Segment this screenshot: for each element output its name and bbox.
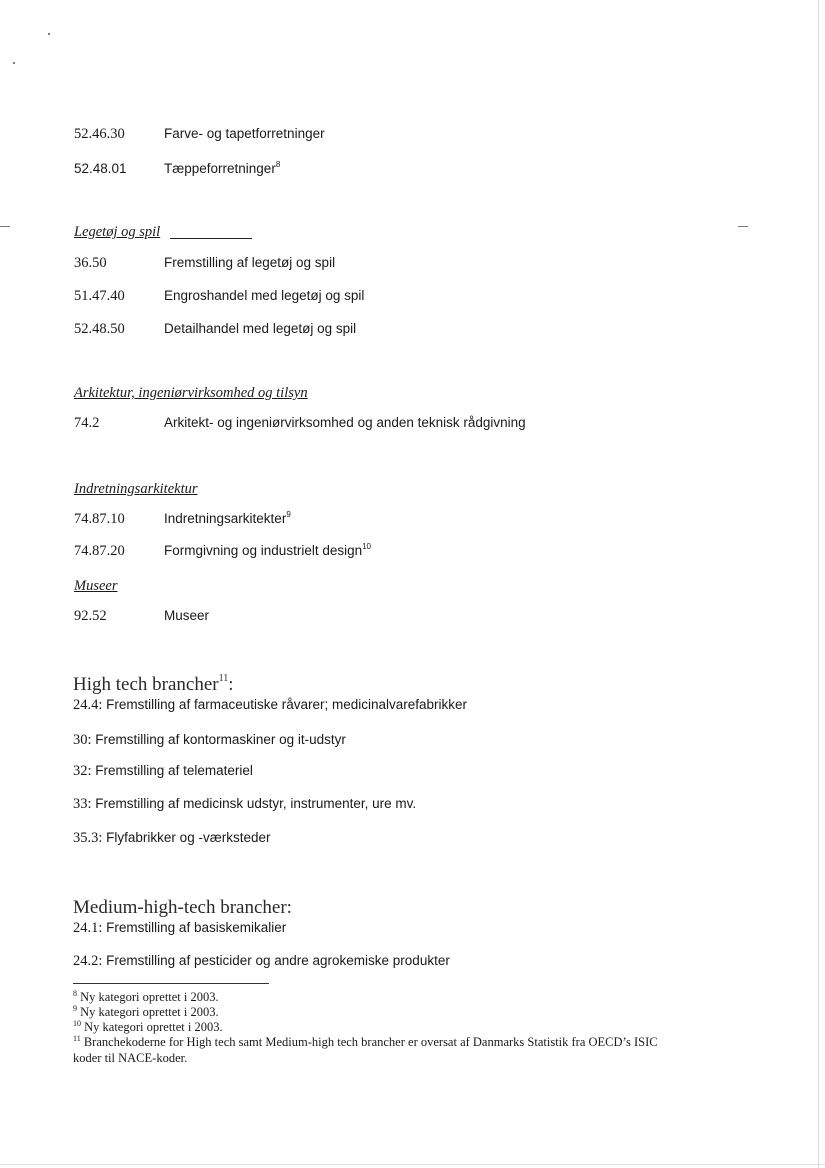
table-row: [74, 543, 774, 565]
branch-code: 52.46.30: [74, 126, 125, 142]
heading-underline: [170, 238, 252, 239]
footnote: $^{10}$ Ny kategori oprettet i 2003.: [73, 1019, 223, 1034]
branch-description: Flyfabrikker og -værksteder: [106, 830, 271, 845]
branch-description: Museer: [164, 608, 210, 623]
branch-description: Engroshandel med legetøj og spil: [164, 288, 365, 303]
footnote-number: 11: [73, 1034, 81, 1043]
branch-code: 74.87.10: [74, 511, 125, 527]
branch-description: Arkitekt- og ingeniørvirksomhed og anden teknisk rådgivning: [164, 415, 526, 430]
branch-code: 35.3:: [73, 830, 103, 846]
table-row: [74, 511, 774, 533]
table-row: [74, 321, 774, 343]
footnote-number: 10: [73, 1019, 81, 1028]
list-item: [73, 920, 286, 937]
list-item: [73, 953, 450, 970]
scan-speck: [13, 62, 15, 64]
branch-code: 32:: [73, 763, 92, 779]
branch-code: 24.4:: [73, 697, 103, 713]
branch-code: 30:: [73, 732, 92, 748]
branch-code: 52.48.01: [74, 161, 127, 176]
list-item: [73, 763, 253, 780]
hightech-title: High tech brancher$^{11}$:: [73, 673, 234, 695]
branch-code: 52.48.50: [74, 321, 125, 337]
page-edge-right: [818, 0, 819, 1168]
section-heading-arkitektur: Arkitektur, ingeniørvirksomhed og tilsyn: [74, 385, 308, 401]
footnote: $^{11}$ Branchekoderne for High tech samt Medium-high tech brancher er oversat af Danmarks Statistik fra OECD’s ISIC: [73, 1034, 658, 1049]
page-edge-bottom: [0, 1164, 825, 1165]
footnote-ref: 10: [362, 542, 372, 551]
section-heading-indretning: Indretningsarkitektur: [74, 481, 198, 497]
branch-description: Indretningsarkitekter$^9$: [164, 510, 291, 526]
footnote: $^9$ Ny kategori oprettet i 2003.: [73, 1004, 219, 1019]
table-row: [74, 288, 774, 310]
branch-description: Fremstilling af kontormaskiner og it-udstyr: [95, 732, 346, 747]
branch-code: 51.47.40: [74, 288, 125, 304]
table-row: [74, 415, 774, 437]
branch-description: Formgivning og industrielt design$^{10}$: [164, 542, 372, 558]
footnote-ref: 8: [275, 160, 281, 169]
table-row: [74, 608, 774, 630]
section-heading-museer: Museer: [74, 578, 118, 594]
branch-description: Fremstilling af basiskemikalier: [106, 920, 287, 935]
branch-description: Fremstilling af pesticider og andre agrokemiske produkter: [106, 953, 450, 968]
branch-code: 92.52: [74, 608, 107, 624]
branch-description: Fremstilling af telemateriel: [95, 763, 253, 778]
section-heading-legetoej: Legetøj og spil: [74, 224, 161, 240]
footnote-ref: 11: [218, 673, 229, 684]
list-item: [73, 830, 270, 847]
footnote-number: 8: [73, 989, 77, 998]
branch-description: Detailhandel med legetøj og spil: [164, 321, 357, 336]
list-item: [73, 796, 416, 813]
scan-mark: [738, 226, 748, 227]
table-row: [74, 255, 774, 277]
branch-description: Tæppeforretninger$^8$: [164, 160, 281, 176]
list-item: [73, 732, 346, 749]
scan-speck: [48, 33, 50, 35]
footnote-ref: 9: [286, 510, 291, 519]
branch-description: Fremstilling af medicinsk udstyr, instrumenter, ure mv.: [95, 796, 417, 811]
table-row: [74, 161, 774, 183]
branch-code: 36.50: [74, 255, 107, 271]
branch-description: Fremstilling af farmaceutiske råvarer; medicinalvarefabrikker: [106, 697, 468, 712]
branch-code: 24.2:: [73, 953, 103, 969]
branch-description: Farve- og tapetforretninger: [164, 126, 325, 141]
list-item: [73, 697, 467, 714]
branch-description: Fremstilling af legetøj og spil: [164, 255, 336, 270]
branch-code: 24.1:: [73, 920, 103, 936]
branch-code: 33:: [73, 796, 92, 812]
footnote: $^8$ Ny kategori oprettet i 2003.: [73, 989, 219, 1004]
scan-mark: [0, 226, 10, 227]
branch-code: 74.2: [74, 415, 100, 431]
branch-code: 74.87.20: [74, 543, 125, 559]
table-row: [74, 126, 774, 148]
footnote-number: 9: [73, 1004, 77, 1013]
footnote-continuation: koder til NACE-koder.: [73, 1051, 188, 1065]
mediumhigh-title: Medium-high-tech brancher:: [73, 897, 292, 918]
footnote-separator: [73, 983, 269, 984]
